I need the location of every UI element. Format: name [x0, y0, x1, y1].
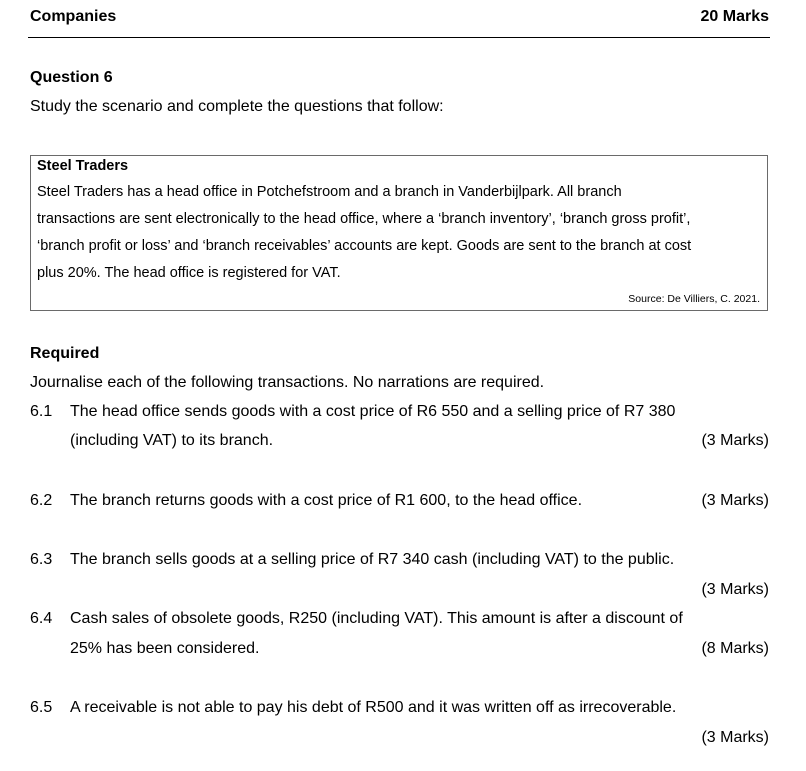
item-text: Cash sales of obsolete goods, R250 (including VAT). This amount is after a discount of: [70, 610, 683, 627]
required-intro: Journalise each of the following transactions. No narrations are required.: [30, 374, 545, 391]
header-divider: [28, 37, 770, 38]
scenario-box: [30, 155, 768, 311]
item-marks: (3 Marks): [701, 492, 769, 509]
item-number: 6.1: [30, 403, 53, 420]
item-text: The branch returns goods with a cost price of R1 600, to the head office.: [70, 492, 583, 509]
item-marks: (3 Marks): [701, 581, 769, 598]
item-text: A receivable is not able to pay his debt of R500 and it was written off as irrecoverable.: [70, 699, 677, 716]
scenario-source: Source: De Villiers, C. 2021.: [628, 293, 760, 305]
question-title: Question 6: [30, 69, 113, 86]
scenario-title: Steel Traders: [37, 158, 129, 174]
required-title: Required: [30, 345, 100, 362]
subject-heading: Companies: [30, 8, 117, 25]
scenario-line: ‘branch profit or loss’ and ‘branch receivables’ accounts are kept. Goods are sent to the branch at cost: [37, 238, 692, 254]
scenario-line: Steel Traders has a head office in Potchefstroom and a branch in Vanderbijlpark. All branch: [37, 184, 622, 200]
item-text: The branch sells goods at a selling price of R7 340 cash (including VAT) to the public.: [70, 551, 675, 568]
item-number: 6.4: [30, 610, 53, 627]
item-text: 25% has been considered.: [70, 640, 260, 657]
item-marks: (3 Marks): [701, 729, 769, 746]
item-number: 6.2: [30, 492, 53, 509]
scenario-line: plus 20%. The head office is registered for VAT.: [37, 265, 341, 281]
item-marks: (8 Marks): [701, 640, 769, 657]
total-marks: 20 Marks: [700, 8, 769, 25]
item-number: 6.3: [30, 551, 53, 568]
item-marks: (3 Marks): [701, 432, 769, 449]
item-number: 6.5: [30, 699, 53, 716]
item-text: (including VAT) to its branch.: [70, 432, 274, 449]
scenario-line: transactions are sent electronically to the head office, where a ‘branch inventory’, ‘branch gross profit’,: [37, 211, 691, 227]
item-text: The head office sends goods with a cost price of R6 550 and a selling price of R7 380: [70, 403, 676, 420]
question-intro: Study the scenario and complete the questions that follow:: [30, 98, 444, 115]
